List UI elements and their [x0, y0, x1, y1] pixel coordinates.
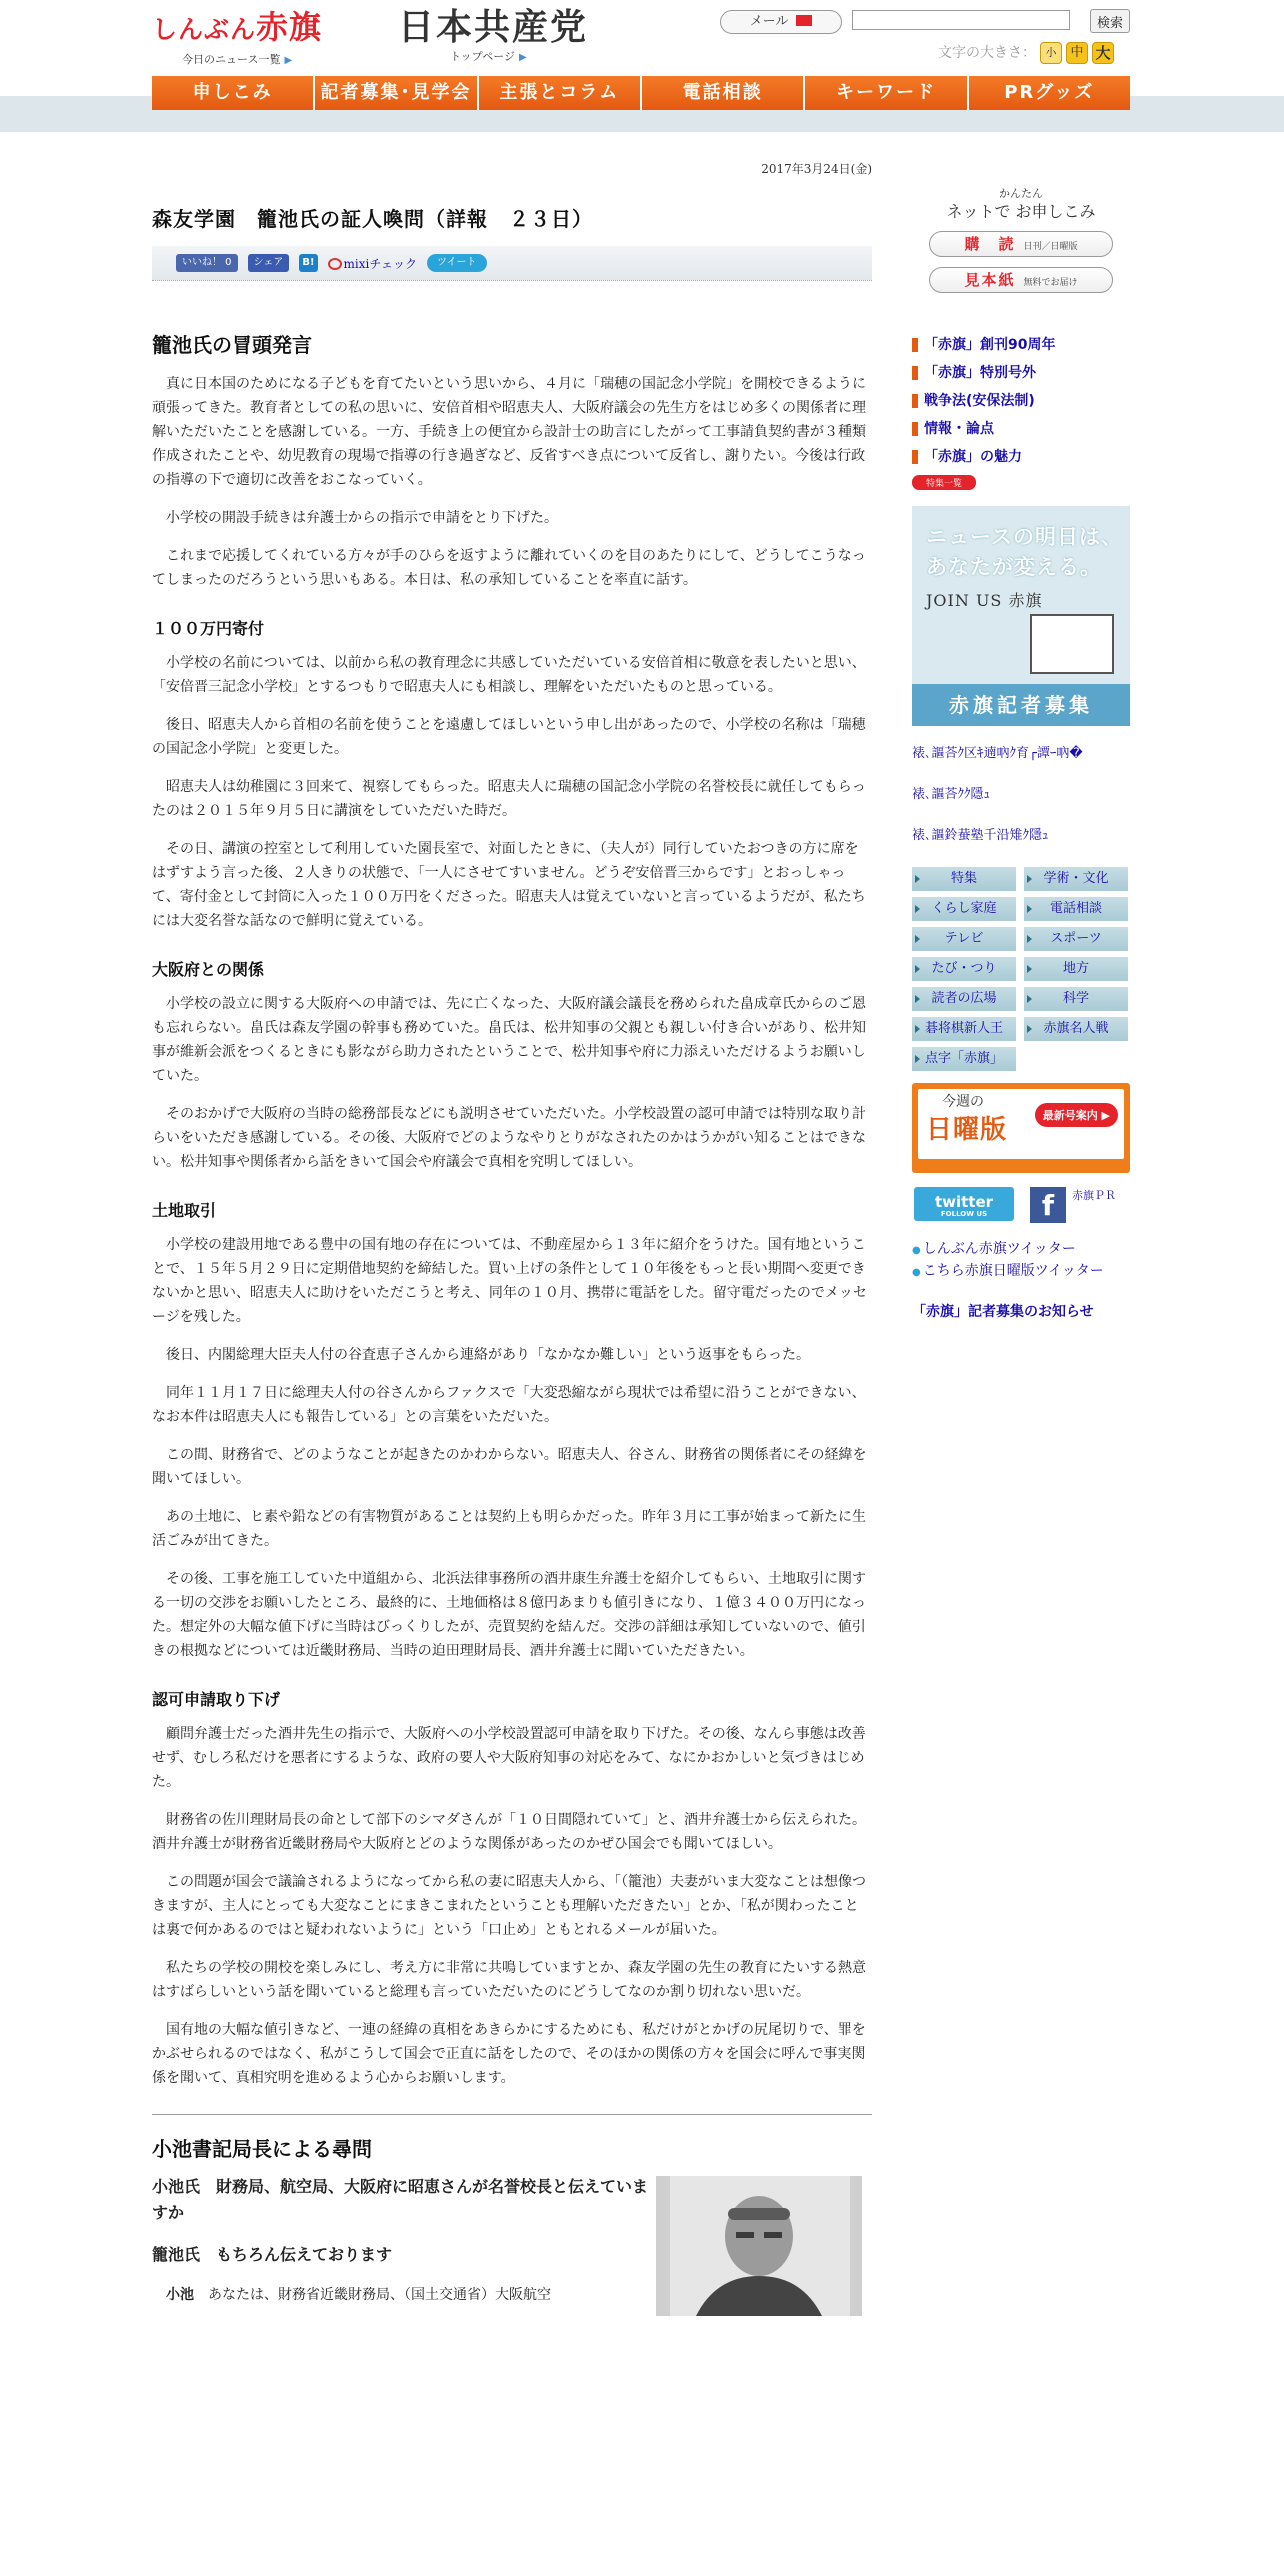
font-small-button[interactable]: 小	[1040, 42, 1062, 64]
search-button[interactable]: 検索	[1090, 9, 1130, 33]
nav-apply[interactable]: 申しこみ	[152, 76, 315, 110]
sunday-inner: 今週の 日曜版 最新号案内 ▶	[918, 1089, 1124, 1159]
paragraph: 昭恵夫人は幼稚園に３回来て、視察してもらった。昭恵夫人に瑞穂の国記念小学院の名誉校長に就任してもらったのは２０１５年９月５日に講演をしていただいた時だ。	[152, 779, 866, 819]
feature-link[interactable]: 「赤旗」の魅力	[912, 443, 1130, 471]
garbled-link[interactable]: 裱､謳荅ｸ区ｷ遖吶ｸ育┌譚ｰ吶�	[912, 746, 1083, 761]
subheading: １００万円寄付	[152, 619, 265, 638]
arrow-right-icon: ▶	[284, 55, 293, 66]
sample-paper-button[interactable]: 見本紙 無料でお届け	[929, 267, 1113, 293]
qa-text	[152, 2174, 648, 2307]
feature-link[interactable]: 「赤旗」特別号外	[912, 359, 1130, 387]
category-item[interactable]: 学術・文化	[1024, 867, 1128, 891]
category-item[interactable]: 地方	[1024, 957, 1128, 981]
category-item[interactable]: たび・つり	[912, 957, 1016, 981]
jcp-logo-text: 日本共産党	[398, 6, 589, 48]
nav-opinion-column[interactable]: 主張とコラム	[479, 76, 642, 110]
qa-block	[152, 2174, 872, 2307]
category-grid	[912, 867, 1130, 1071]
garbled-link[interactable]: 裱､謳鈴蛬塾千沿雉ｸ隱ｭ	[912, 828, 1049, 843]
nav-recruit[interactable]: 記者募集･見学会	[315, 76, 478, 110]
category-item[interactable]: 科学	[1024, 987, 1128, 1011]
main-nav	[152, 76, 1130, 110]
paragraph: 小学校の設立に関する大阪府への申請では、先に亡くなった、大阪府議会議長を務められた畠成章氏からのご恩も忘れらない。畠氏は森友学園の幹事も務めていた。畠氏は、松井知事の父親とも親しい付き合いがあり、松井知事が維新会派をつくるときにも影ながら助力されたということで、松井知事や府に力添えいただけるようお願いしていた。	[152, 996, 866, 1084]
question: 小池氏 財務局、航空局、大阪府に昭恵さんが名誉校長と伝えていますか	[152, 2177, 649, 2222]
category-item[interactable]: 特集	[912, 867, 1016, 891]
category-item[interactable]: スポーツ	[1024, 927, 1128, 951]
paragraph: この間、財務省で、どのようなことが起きたのかわからない。昭恵夫人、谷さん、財務省の関係者にその経緯を聞いてほしい。	[152, 1447, 867, 1487]
feature-links	[912, 331, 1130, 490]
mail-button[interactable]: メール	[720, 10, 842, 34]
latest-issue-button[interactable]: 最新号案内 ▶	[1035, 1103, 1118, 1127]
hatena-bookmark-button[interactable]: B!	[299, 254, 317, 272]
paragraph: この問題が国会で議論されるようになってから私の妻に昭恵夫人から、「（籠池）夫妻がいま大変なことは想像つきますが、主人にとっても大変なことにまきこまれたということも理解いただきたい」とか、「私が関わったことは裏で何かあるのではと疑われないように」という「口止め」ともとれるメールが届いた。	[152, 1874, 866, 1938]
mixi-check-button[interactable]: mixiチェック	[328, 255, 417, 272]
garbled-link[interactable]: 裱､謳荅ｸｸ隱ｭ	[912, 787, 991, 802]
paragraph: 財務省の佐川理財局長の命として部下のシマダさんが「１０日間隠れていて」と、酒井弁護士から伝えられた。酒井弁護士が財務省近畿財務局や大阪府とどのような関係があったのかぜひ国会でも聞いてほしい。	[152, 1812, 866, 1852]
category-item[interactable]: 赤旗名人戦	[1024, 1017, 1128, 1041]
feature-link[interactable]: 情報・論点	[912, 415, 1130, 443]
twitter-icon[interactable]: twitter FOLLOW US	[914, 1187, 1014, 1221]
newspaper-icon	[1030, 614, 1114, 674]
banner-bar: 赤旗記者募集	[912, 684, 1130, 726]
net-apply-heading: かんたん ネットで お申しこみ	[946, 187, 1096, 221]
category-item[interactable]: 碁将棋新人王	[912, 1017, 1016, 1041]
sidebar	[912, 185, 1130, 1321]
mail-icon	[796, 15, 812, 26]
mixi-icon	[328, 258, 342, 270]
tweet-button[interactable]: ツイート	[427, 254, 487, 272]
speaker-photo	[656, 2176, 862, 2316]
section-heading: 小池書記局長による尋問	[152, 2137, 372, 2161]
answer: 籠池氏 もちろん伝えております	[152, 2245, 393, 2264]
paragraph: 私たちの学校の開校を楽しみにし、考え方に非常に共鳴していますとか、森友学園の先生の教育にたいする熱意はすばらしいという話を聞いていると総理も言っていただいたのにどうしてなのか割り切れない思いだ。	[152, 1960, 866, 2000]
nav-pr-goods[interactable]: PRグッズ	[969, 76, 1130, 110]
article	[152, 160, 872, 2307]
category-item[interactable]: 読者の広場	[912, 987, 1016, 1011]
paragraph: その日、講演の控室として利用していた園長室で、対面したときに、（夫人が）同行していたおつきの方に席をはずすよう言った後、２人きりの状態で、「一人にさせてすいません。どうぞ安倍晋三からです」とおっしゃって、寄付金として封筒に入った１００万円をくださった。昭恵夫人は覚えていないと言っているようだが、私たちには大変名誉な話なので鮮明に覚えている。	[152, 841, 866, 929]
font-size-control: 文字の大きさ： 小 中 大	[938, 42, 1114, 64]
paragraph: その後、工事を施工していた中道組から、北浜法律事務所の酒井康生弁護士を紹介してもらい、土地取引に関する一切の交渉をお願いしたところ、最終的に、土地価格は８億円あまりも値引きになり、１億３４００万円になった。想定外の大幅な値下げに当時はびっくりしたが、売買契約を結んだ。交渉の詳細は承知していないので、値引きの根拠などについては近畿財務局、当時の迫田理財局長、酒井弁護士に聞いていただきたい。	[152, 1571, 866, 1659]
nav-keyword[interactable]: キーワード	[805, 76, 968, 110]
subheading: 土地取引	[152, 1201, 217, 1220]
facebook-label[interactable]: 赤旗ＰＲ	[1072, 1189, 1116, 1202]
sunday-edition-banner[interactable]	[912, 1083, 1130, 1173]
feature-list-button[interactable]: 特集一覧	[912, 475, 976, 490]
paragraph: 後日、内閣総理大臣夫人付の谷査恵子さんから連絡があり「なかなか難しい」という返事をもらった。	[166, 1347, 810, 1363]
paragraph: 顧問弁護士だった酒井先生の指示で、大阪府への小学校設置認可申請を取り下げた。その後、なんら事態は改善せず、むしろ私だけを悪者にするような、政府の要人や大阪府知事の対応をみて、なにかおかしいと気づきはじめた。	[152, 1726, 866, 1790]
category-item[interactable]: 電話相談	[1024, 897, 1128, 921]
nav-phone-consult[interactable]: 電話相談	[642, 76, 805, 110]
subheading: 認可申請取り下げ	[152, 1690, 281, 1709]
recruit-banner[interactable]	[912, 506, 1130, 726]
question-paragraph: 小池 あなたは、財務省近畿財務局、（国土交通省）大阪航空	[166, 2287, 551, 2303]
site-header	[0, 0, 1284, 132]
paragraph: 小学校の開設手続きは弁護士からの指示で申請をとり下げた。	[166, 510, 558, 526]
twitter-link[interactable]: ● しんぶん赤旗ツイッター	[912, 1239, 1130, 1261]
article-title: 森友学園 籠池氏の証人喚問（詳報 ２３日）	[152, 207, 593, 231]
section-heading: 籠池氏の冒頭発言	[152, 333, 312, 357]
paragraph: 後日、昭恵夫人から首相の名前を使うことを遠慮してほしいという申し出があったので、小学校の名称は「瑞穂の国記念小学院」と変更した。	[152, 717, 866, 757]
paragraph: これまで応援してくれている方々が手のひらを返すように離れていくのを目のあたりにして、どうしてこうなってしまったのだろうという思いもある。本日は、私の承知していることを率直に話す。	[152, 548, 866, 588]
paragraph: 小学校の名前については、以前から私の教育理念に共感していただいている安倍首相に敬意を表したいと思い、「安倍晋三記念小学校」とするつもりで昭恵夫人にも相談し、理解をいただいたものと思っている。	[152, 655, 866, 695]
share-bar	[152, 246, 872, 281]
paragraph: 同年１１月１７日に総理夫人付の谷さんからファクスで「大変恐縮ながら現状では希望に沿うことができない、なお本件は昭恵夫人にも報告している」との言葉をいただいた。	[152, 1385, 866, 1425]
font-medium-button[interactable]: 中	[1066, 42, 1088, 64]
facebook-icon[interactable]: f	[1030, 1187, 1066, 1223]
subscribe-button[interactable]: 購 読 日刊／日曜版	[929, 231, 1113, 257]
akahata-logo-text: しんぶん赤旗	[152, 8, 323, 46]
category-item[interactable]: くらし家庭	[912, 897, 1016, 921]
arrow-right-icon: ▶	[519, 52, 527, 63]
akahata-logo[interactable]	[152, 8, 322, 67]
feature-link[interactable]: 戦争法(安保法制)	[912, 387, 1130, 415]
recruit-notice-link[interactable]: 「赤旗」記者募集のお知らせ	[912, 1304, 1094, 1320]
paragraph: そのおかげで大阪府の当時の総務部長などにも説明させていただいた。小学校設置の認可申請では特別な取り計らいをいただき感謝している。その後、大阪府でどのようなやりとりがなされたのかはうかがい知ることはできない。松井知事や関係者から話をきいて国会や府議会で真相を究明してほしい。	[152, 1106, 866, 1170]
today-news-link[interactable]: 今日のニュース一覧 ▶	[182, 53, 293, 66]
feature-link[interactable]: 「赤旗」創刊90周年	[912, 331, 1130, 359]
jcp-logo[interactable]	[398, 6, 588, 64]
twitter-links	[912, 1239, 1130, 1283]
top-page-link[interactable]: トップページ ▶	[450, 50, 527, 63]
paragraph: 小学校の建設用地である豊中の国有地の存在については、不動産屋から１３年に紹介をうけた。国有地ということで、１５年５月２９日に定期借地契約を締結した。買い上げの条件として１０年後をもっと長い期間へ変更できないかと思い、昭恵夫人に助けをいただこうと考え、同年の１０月、携帯に電話をした。留守電だったのでメッセージを残した。	[152, 1237, 867, 1325]
facebook-like-button[interactable]: いいね！ 0	[176, 254, 238, 272]
banner-text: ニュースの明日は、 あなたが変える。	[926, 525, 1123, 579]
social-buttons	[912, 1185, 1130, 1225]
paragraph: あの土地に、ヒ素や鉛などの有害物質があることは契約上も明らかだった。昨年３月に工事が始まって新たに生活ごみが出てきた。	[152, 1509, 866, 1549]
garbled-links	[912, 744, 1130, 846]
search-input[interactable]	[852, 10, 1070, 30]
twitter-link[interactable]: ● こちら赤旗日曜版ツイッター	[912, 1261, 1130, 1283]
paragraph: 国有地の大幅な値引きなど、一連の経緯の真相をあきらかにするためにも、私だけがとかげの尻尾切りで、罪をかぶせられるのではなく、私がこうして国会で正直に話をしたので、そのほかの関係の方々を国会に呼んで事実関係を聞いて、真相究明を進めるよう心からお願いします。	[152, 2022, 866, 2086]
facebook-share-button[interactable]: シェア	[248, 254, 290, 272]
banner-join: JOIN US 赤旗	[926, 591, 1043, 610]
section-divider	[152, 2114, 872, 2115]
font-large-button[interactable]: 大	[1092, 42, 1114, 64]
category-item[interactable]: 点字「赤旗」	[912, 1047, 1016, 1071]
article-date: 2017年3月24日(金)	[761, 162, 872, 176]
paragraph: 真に日本国のためになる子どもを育てたいという思いから、４月に「瑞穂の国記念小学院」を開校できるように頑張ってきた。教育者としての私の思いに、安倍首相や昭恵夫人、大阪府議会の先生方をはじめ多くの関係者に理解いただいたことを感謝している。一方、手続き上の便宜から設計士の助言にしたがって工事請負契約書が３種類作成されたことや、幼児教育の現場で指導の行き過ぎなど、反省すべき点について反省し、謝りたい。今後は行政の指導の下で適切に改善をおこなっていく。	[152, 376, 866, 488]
category-item[interactable]: テレビ	[912, 927, 1016, 951]
subheading: 大阪府との関係	[152, 960, 265, 979]
